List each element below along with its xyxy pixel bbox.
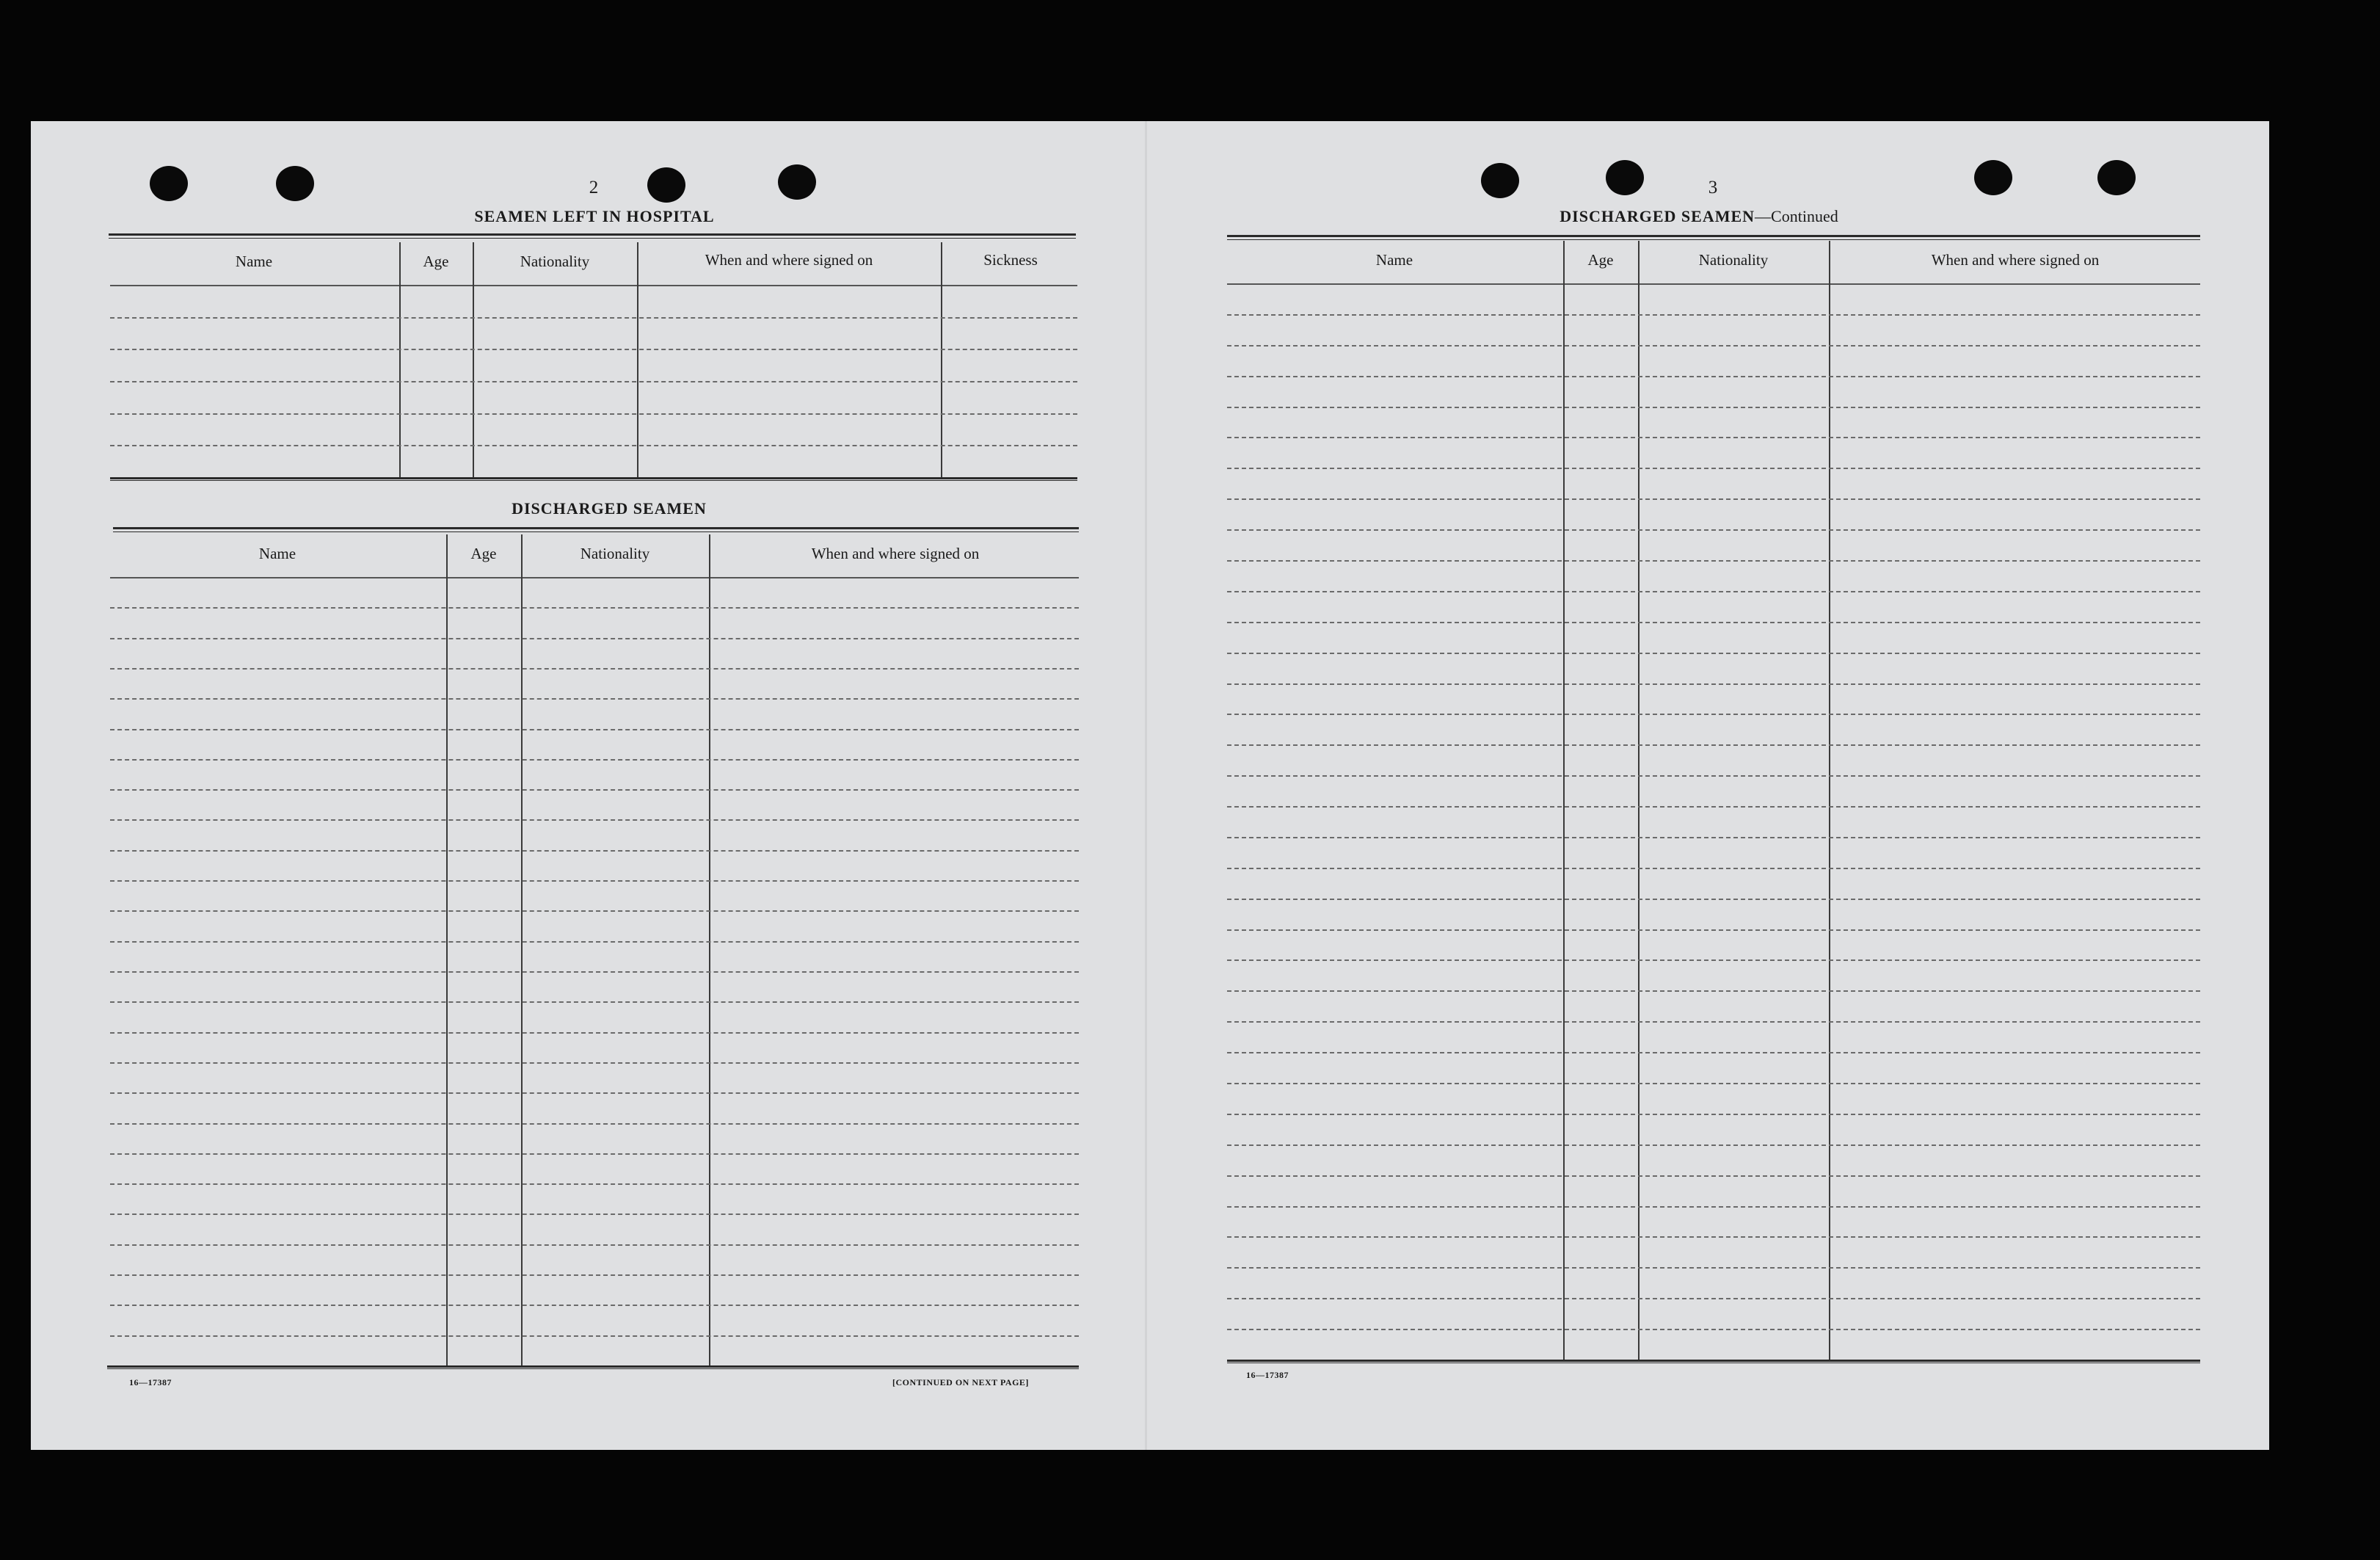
hospital-col-signed-on: When and where signed on <box>705 251 873 269</box>
page-fold <box>1145 121 1147 1450</box>
hospital-column-divider <box>637 242 638 477</box>
continued-col-name: Name <box>1375 251 1413 269</box>
punch-hole <box>1481 163 1519 198</box>
punch-hole <box>1606 160 1644 195</box>
continued-row-line <box>1227 498 2200 500</box>
continued-row-line <box>1227 1052 2200 1053</box>
continued-row-line <box>1227 622 2200 623</box>
discharged-bottom-rule <box>107 1365 1079 1369</box>
discharged-row-line <box>110 607 1079 609</box>
hospital-column-divider <box>941 242 942 477</box>
hospital-header-rule <box>110 285 1077 286</box>
form-number-right: 16—17387 <box>1246 1370 1289 1380</box>
continued-row-line <box>1227 653 2200 654</box>
discharged-column-divider <box>521 534 523 1365</box>
continued-row-line <box>1227 529 2200 531</box>
discharged-row-line <box>110 698 1079 700</box>
discharged-column-divider <box>709 534 710 1365</box>
hospital-top-rule <box>109 233 1076 239</box>
hospital-row-line <box>110 445 1077 446</box>
continued-col-age: Age <box>1587 251 1614 269</box>
discharged-row-line <box>110 668 1079 670</box>
discharged-col-age: Age <box>470 545 497 562</box>
discharged-row-line <box>110 1123 1079 1125</box>
discharged-col-nationality: Nationality <box>580 545 650 562</box>
continued-row-line <box>1227 775 2200 777</box>
discharged-row-line <box>110 1335 1079 1337</box>
continued-col-nationality: Nationality <box>1698 251 1769 269</box>
discharged-column-divider <box>446 534 448 1365</box>
continued-row-line <box>1227 868 2200 869</box>
continued-column-divider <box>1638 241 1640 1360</box>
hospital-col-name: Name <box>235 253 273 270</box>
continued-row-line <box>1227 899 2200 900</box>
hospital-column-divider <box>399 242 401 477</box>
discharged-row-line <box>110 1183 1079 1185</box>
continued-row-line <box>1227 929 2200 931</box>
continued-row-line <box>1227 806 2200 808</box>
continued-row-line <box>1227 1236 2200 1238</box>
continued-column-divider <box>1563 241 1565 1360</box>
page-number-right: 3 <box>1708 178 1718 197</box>
continued-top-rule <box>1227 235 2200 240</box>
discharged-row-line <box>110 638 1079 639</box>
continued-row-line <box>1227 1298 2200 1299</box>
continued-row-line <box>1227 959 2200 961</box>
continued-row-line <box>1227 345 2200 347</box>
discharged-top-rule <box>113 527 1079 532</box>
continued-row-line <box>1227 837 2200 838</box>
punch-hole <box>1974 160 2012 195</box>
continued-row-line <box>1227 1175 2200 1177</box>
punch-hole <box>276 166 314 201</box>
discharged-section-title: DISCHARGED SEAMEN <box>512 499 707 518</box>
discharged-row-line <box>110 1153 1079 1155</box>
continued-row-line <box>1227 990 2200 992</box>
discharged-row-line <box>110 789 1079 791</box>
punch-hole <box>2097 160 2136 195</box>
discharged-row-line <box>110 1213 1079 1215</box>
continued-row-line <box>1227 407 2200 408</box>
continued-col-signed-on: When and where signed on <box>1931 251 2100 269</box>
continued-row-line <box>1227 437 2200 438</box>
discharged-row-line <box>110 880 1079 882</box>
continued-row-line <box>1227 1144 2200 1146</box>
hospital-row-line <box>110 413 1077 415</box>
discharged-row-line <box>110 1274 1079 1276</box>
continued-row-line <box>1227 744 2200 746</box>
hospital-section-title: SEAMEN LEFT IN HOSPITAL <box>474 207 715 225</box>
discharged-row-line <box>110 850 1079 852</box>
continued-bottom-rule <box>1227 1360 2200 1363</box>
continued-row-line <box>1227 714 2200 715</box>
hospital-col-nationality: Nationality <box>520 253 590 270</box>
discharged-row-line <box>110 971 1079 973</box>
continued-section-title-suffix: —Continued <box>1755 207 1838 225</box>
discharged-row-line <box>110 1032 1079 1034</box>
discharged-row-line <box>110 1305 1079 1306</box>
continued-header-rule <box>1227 283 2200 285</box>
hospital-row-line <box>110 349 1077 350</box>
discharged-row-line <box>110 1092 1079 1094</box>
continued-section-title <box>1504 207 1893 226</box>
hospital-col-age: Age <box>423 253 449 270</box>
discharged-row-line <box>110 910 1079 912</box>
discharged-row-line <box>110 1244 1079 1246</box>
form-number-left: 16—17387 <box>129 1377 172 1387</box>
page-number-left: 2 <box>589 178 599 197</box>
hospital-row-line <box>110 381 1077 382</box>
hospital-row-line <box>110 317 1077 319</box>
discharged-header-rule <box>110 577 1079 578</box>
continued-row-line <box>1227 591 2200 592</box>
continued-row-line <box>1227 1021 2200 1023</box>
continued-column-divider <box>1829 241 1830 1360</box>
document-spread <box>31 121 2269 1450</box>
continued-row-line <box>1227 1329 2200 1330</box>
punch-hole <box>647 167 685 203</box>
continued-row-line <box>1227 468 2200 469</box>
hospital-col-sickness: Sickness <box>983 251 1038 269</box>
continued-row-line <box>1227 1206 2200 1208</box>
discharged-row-line <box>110 819 1079 821</box>
continued-row-line <box>1227 376 2200 377</box>
continued-row-line <box>1227 1083 2200 1084</box>
punch-hole <box>778 164 816 200</box>
discharged-col-name: Name <box>258 545 296 562</box>
hospital-bottom-rule <box>110 477 1077 481</box>
continued-row-line <box>1227 1114 2200 1115</box>
continued-row-line <box>1227 560 2200 562</box>
continued-row-line <box>1227 314 2200 316</box>
discharged-row-line <box>110 729 1079 730</box>
continued-note: [CONTINUED ON NEXT PAGE] <box>892 1377 1029 1387</box>
hospital-column-divider <box>473 242 474 477</box>
continued-row-line <box>1227 683 2200 685</box>
continued-row-line <box>1227 1267 2200 1269</box>
discharged-row-line <box>110 941 1079 943</box>
punch-hole <box>150 166 188 201</box>
discharged-row-line <box>110 1001 1079 1003</box>
discharged-row-line <box>110 1062 1079 1064</box>
discharged-row-line <box>110 759 1079 761</box>
discharged-col-signed-on: When and where signed on <box>811 545 980 562</box>
continued-section-title-main: DISCHARGED SEAMEN <box>1560 207 1755 225</box>
